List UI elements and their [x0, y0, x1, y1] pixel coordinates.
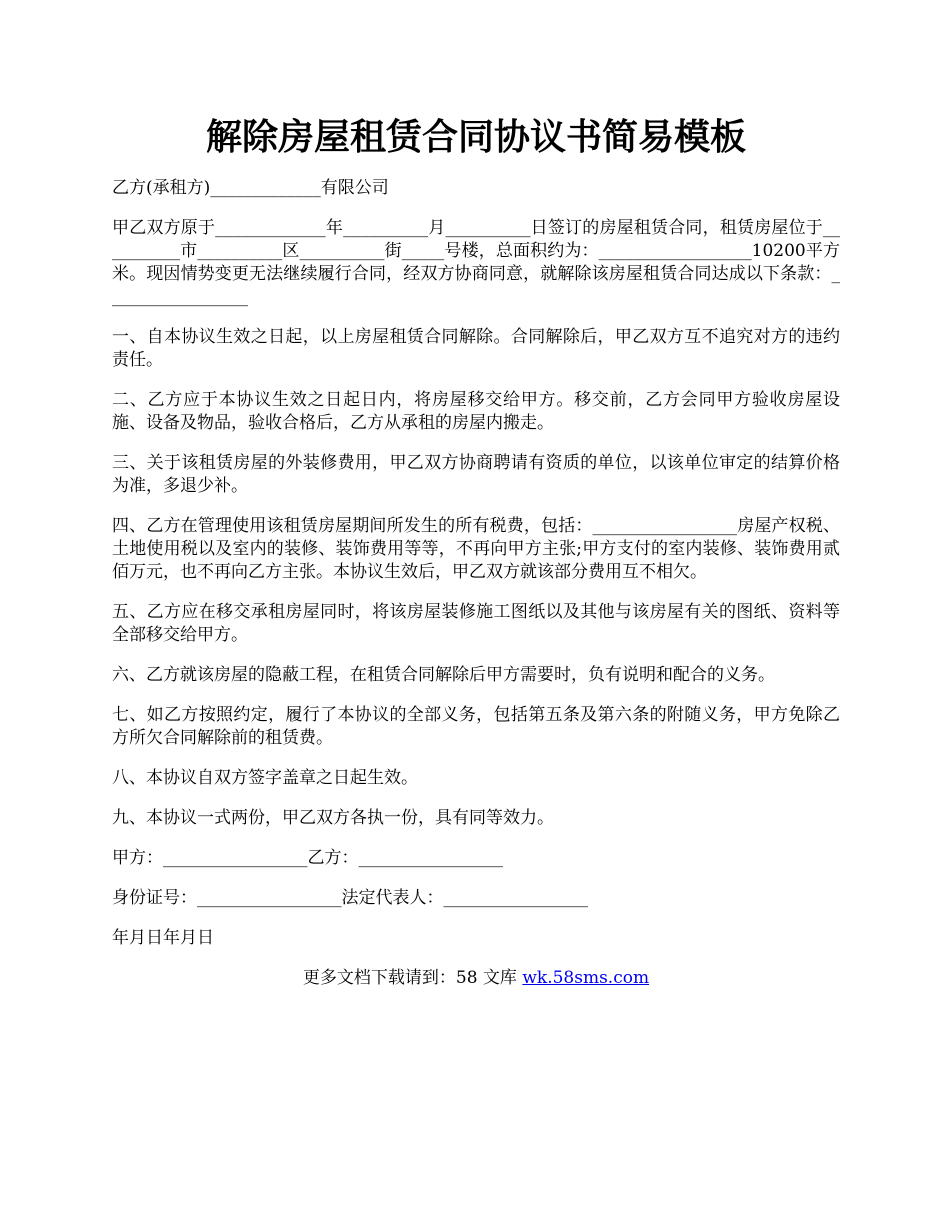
document-title: 解除房屋租赁合同协议书简易模板	[205, 116, 746, 158]
clause-6: 六、乙方就该房屋的隐蔽工程，在租赁合同解除后甲方需要时，负有说明和配合的义务。	[112, 665, 775, 685]
signature-id-line: 身份证号：_________________法定代表人：_________________	[112, 888, 588, 908]
clause-7: 七、如乙方按照约定，履行了本协议的全部义务，包括第五条及第六条的附随义务，甲方免除乙方所欠合同解除前的租赁费。	[112, 705, 840, 748]
footer-text: 更多文档下载请到：58 文库	[302, 968, 523, 988]
clause-8: 八、本协议自双方签字盖章之日起生效。	[112, 768, 418, 788]
clause-4: 四、乙方在管理使用该租赁房屋期间所发生的所有税费，包括：_________________房屋产权税、土地使用税以及室内的装修、装饰费用等等，不再向甲方主张;甲方支付的室内装修、装饰费用贰佰万元，也不再向乙方主张。本协议生效后，甲乙双方就该部分费用互不相欠。	[112, 516, 840, 582]
party-b-line: 乙方(承租方)_____________有限公司	[112, 178, 389, 198]
signature-parties-line: 甲方：_________________乙方：_________________	[112, 848, 503, 868]
intro-paragraph: 甲乙双方原于_____________年__________月__________日签订的房屋租赁合同，租赁房屋位于__________市__________区__________街_____号楼，总面积约为：__________________10200平方米。现因情势变更无法继续履行合同，经双方协商同意，就解除该房屋租赁合同达成以下条款：_________________	[112, 218, 840, 307]
clause-1: 一、自本协议生效之日起，以上房屋租赁合同解除。合同解除后，甲乙双方互不追究对方的违约责任。	[112, 327, 840, 370]
signature-date-line: 年月日年月日	[112, 928, 214, 948]
clause-5: 五、乙方应在移交承租房屋同时，将该房屋装修施工图纸以及其他与该房屋有关的图纸、资料等全部移交给甲方。	[112, 602, 840, 645]
footer-link[interactable]: wk.58sms.com	[522, 968, 650, 988]
clause-3: 三、关于该租赁房屋的外装修费用，甲乙双方协商聘请有资质的单位，以该单位审定的结算价格为准，多退少补。	[112, 453, 840, 496]
download-footer	[112, 967, 840, 990]
clause-9: 九、本协议一式两份，甲乙双方各执一份，具有同等效力。	[112, 808, 554, 828]
clause-2: 二、乙方应于本协议生效之日起日内，将房屋移交给甲方。移交前，乙方会同甲方验收房屋设施、设备及物品，验收合格后，乙方从承租的房屋内搬走。	[112, 390, 840, 433]
document-page	[112, 108, 840, 990]
